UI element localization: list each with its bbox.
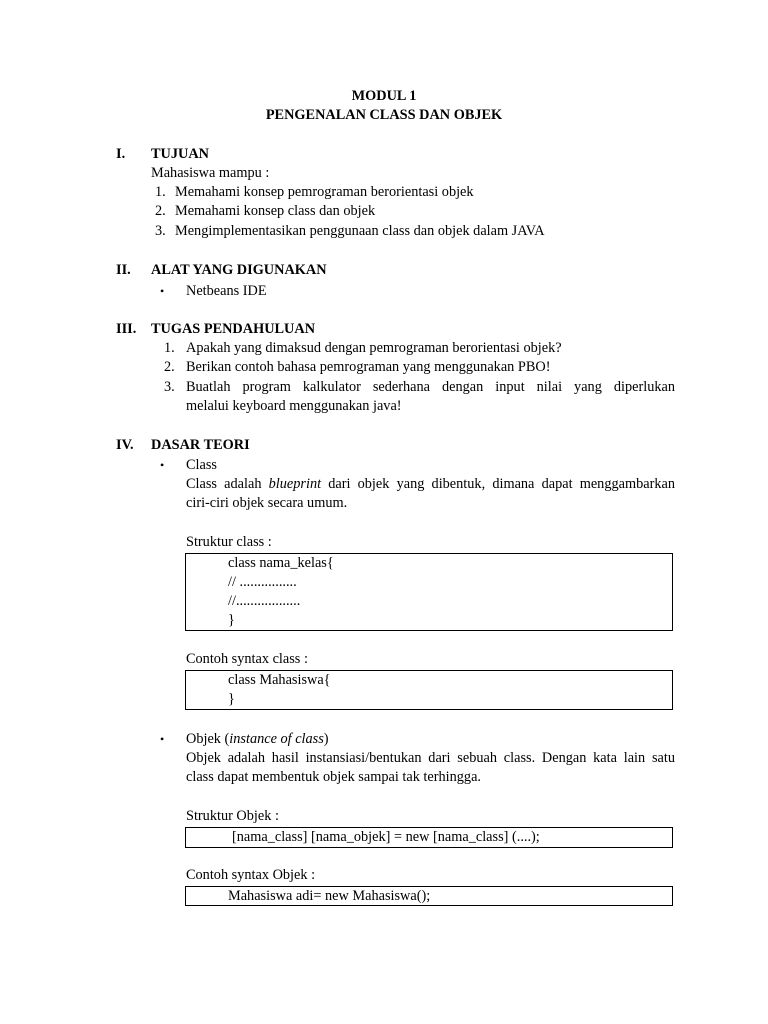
section-1-number: I.	[116, 146, 126, 162]
class-desc-suffix: dari objek yang dibentuk, dimana dapat menggambarkan	[321, 476, 675, 492]
list-item-number: 3.	[164, 379, 175, 395]
list-item-text: Memahami konsep class dan objek	[175, 203, 376, 219]
objek-description: Objek adalah hasil instansiasi/bentukan dari sebuah class. Dengan kata lain satu	[186, 750, 675, 766]
list-item-text: Berikan contoh bahasa pemrograman yang menggunakan PBO!	[186, 359, 551, 375]
class-desc-italic: blueprint	[268, 476, 322, 492]
list-item-number: 2.	[155, 203, 166, 219]
objek-bullet-text	[186, 730, 329, 750]
list-item-number: 2.	[164, 359, 175, 375]
objek-bullet-prefix: Objek (	[186, 731, 230, 747]
module-number: MODUL 1	[351, 88, 417, 104]
objek-bullet-italic: instance of class	[229, 731, 324, 747]
objek-struct-label: Struktur Objek :	[186, 808, 279, 824]
objek-example-code-box	[185, 886, 673, 906]
list-item-text: Buatlah program kalkulator sederhana dengan input nilai yang diperlukan	[186, 379, 675, 395]
bullet-icon: •	[160, 284, 165, 298]
section-2-title: ALAT YANG DIGUNAKAN	[151, 262, 327, 278]
class-struct-code-box	[185, 553, 673, 631]
section-3-title: TUGAS PENDAHULUAN	[151, 321, 316, 337]
section-4-title: DASAR TEORI	[151, 437, 250, 453]
code-line: class nama_kelas{	[228, 555, 334, 571]
objek-struct-code-box	[185, 827, 673, 848]
bullet-icon: •	[160, 458, 165, 472]
objek-bullet-suffix: )	[323, 731, 329, 747]
section-3-number: III.	[116, 321, 137, 337]
class-desc-prefix: Class adalah	[186, 476, 269, 492]
list-item-number: 1.	[164, 340, 175, 356]
code-line: }	[228, 691, 235, 707]
page-title: PENGENALAN CLASS DAN OBJEK	[265, 107, 503, 123]
section-1-title: TUJUAN	[151, 146, 209, 162]
class-description-line2: ciri-ciri objek secara umum.	[186, 495, 348, 511]
code-line: //..................	[228, 593, 301, 609]
class-description	[186, 475, 675, 495]
code-line: [nama_class] [nama_objek] = new [nama_class] (....);	[232, 829, 540, 845]
class-bullet-text: Class	[186, 457, 217, 473]
code-line: Mahasiswa adi= new Mahasiswa();	[228, 888, 431, 904]
bullet-text: Netbeans IDE	[186, 283, 267, 299]
objek-example-label: Contoh syntax Objek :	[186, 867, 316, 883]
section-1-intro: Mahasiswa mampu :	[151, 165, 270, 181]
list-item-number: 3.	[155, 223, 166, 239]
list-item-text: Memahami konsep pemrograman berorientasi objek	[175, 184, 474, 200]
code-line: // ................	[228, 574, 297, 590]
list-item-text-continued: melalui keyboard menggunakan java!	[186, 398, 402, 414]
list-item-text: Mengimplementasikan penggunaan class dan objek dalam JAVA	[175, 223, 545, 239]
class-example-label: Contoh syntax class :	[186, 651, 308, 667]
bullet-icon: •	[160, 732, 165, 746]
section-4-number: IV.	[116, 437, 134, 453]
class-struct-label: Struktur class :	[186, 534, 272, 550]
list-item-number: 1.	[155, 184, 166, 200]
objek-description-line2: class dapat membentuk objek sampai tak terhingga.	[186, 769, 481, 785]
class-example-code-box	[185, 670, 673, 710]
list-item-text: Apakah yang dimaksud dengan pemrograman berorientasi objek?	[186, 340, 562, 356]
section-2-number: II.	[116, 262, 131, 278]
code-line: class Mahasiswa{	[228, 672, 331, 688]
code-line: }	[228, 612, 235, 628]
